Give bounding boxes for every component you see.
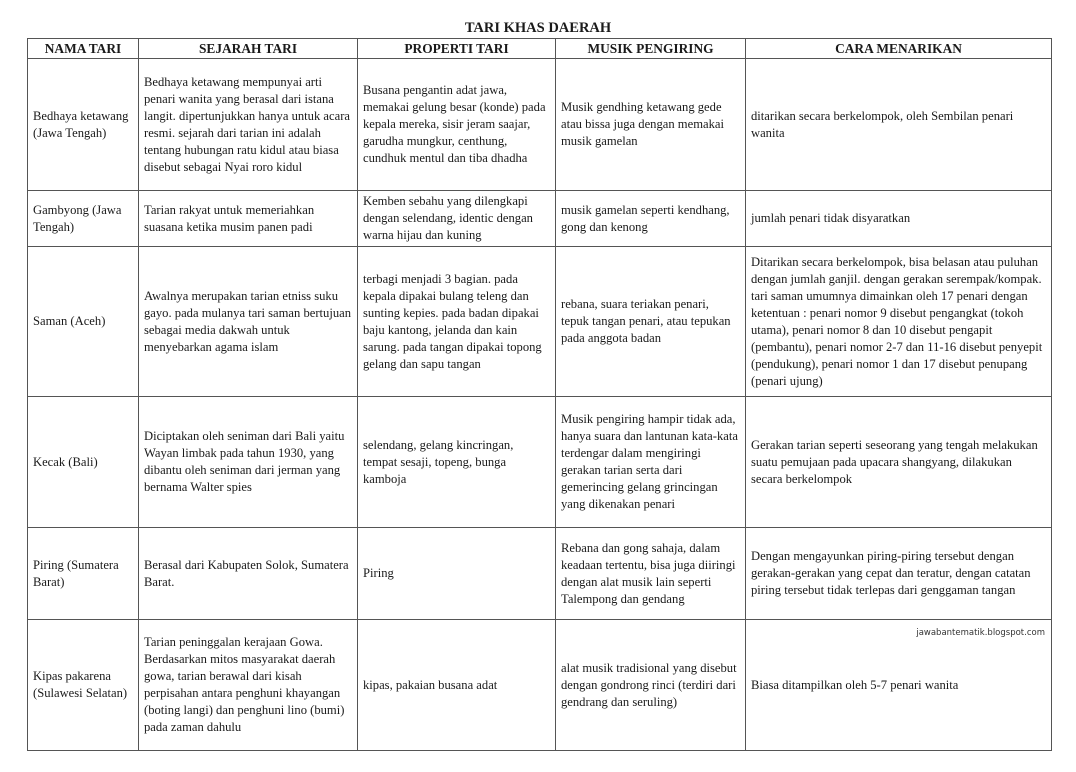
cell-nama-tari: Kecak (Bali) [28, 397, 139, 528]
header-musik-pengiring: MUSIK PENGIRING [556, 39, 746, 59]
cell-nama-tari: Saman (Aceh) [28, 247, 139, 397]
cell-nama-tari: Gambyong (Jawa Tengah) [28, 191, 139, 247]
cell-cara-menarikan [746, 620, 1052, 751]
cell-musik-pengiring: Rebana dan gong sahaja, dalam keadaan tertentu, bisa juga diiringi dengan alat musik lain seperti Talempong dan gendang [556, 528, 746, 620]
table-row [28, 620, 1052, 751]
cell-nama-tari: Bedhaya ketawang (Jawa Tengah) [28, 59, 139, 191]
cell-cara-menarikan: jumlah penari tidak disyaratkan [746, 191, 1052, 247]
cell-sejarah-tari: Berasal dari Kabupaten Solok, Sumatera Barat. [139, 528, 358, 620]
header-nama-tari: NAMA TARI [28, 39, 139, 59]
table-row [28, 191, 1052, 247]
cell-properti-tari: selendang, gelang kincringan, tempat sesaji, topeng, bunga kamboja [358, 397, 556, 528]
cell-sejarah-tari: Awalnya merupakan tarian etniss suku gayo. pada mulanya tari saman bertujuan sebagai media dakwah untuk menyebarkan agama islam [139, 247, 358, 397]
cell-properti-tari: terbagi menjadi 3 bagian. pada kepala dipakai bulang teleng dan sunting kepies. pada badan dipakai baju kantong, jelanda dan kain sarung. pada tangan dipakai topong gelang dan sapu tangan [358, 247, 556, 397]
table-row [28, 528, 1052, 620]
cell-sejarah-tari: Diciptakan oleh seniman dari Bali yaitu Wayan limbak pada tahun 1930, yang dibantu oleh seniman dari jerman yang bernama Walter spies [139, 397, 358, 528]
cell-musik-pengiring: musik gamelan seperti kendhang, gong dan kenong [556, 191, 746, 247]
dance-table [27, 38, 1052, 751]
cell-musik-pengiring: Musik pengiring hampir tidak ada, hanya suara dan lantunan kata-kata terdengar dalam mengiringi gerakan tarian serta dari gemerincing gelang grincingan yang dikenakan penari [556, 397, 746, 528]
cell-cara-menarikan: ditarikan secara berkelompok, oleh Sembilan penari wanita [746, 59, 1052, 191]
page-title: TARI KHAS DAERAH [464, 20, 612, 36]
header-row [28, 39, 1052, 59]
header-cara-menarikan: CARA MENARIKAN [746, 39, 1052, 59]
cell-properti-tari: Kemben sebahu yang dilengkapi dengan selendang, identic dengan warna hijau dan kuning [358, 191, 556, 247]
watermark: jawabantematik.blogspot.com [916, 628, 1045, 638]
table-row [28, 397, 1052, 528]
cell-cara-menarikan: Dengan mengayunkan piring-piring tersebut dengan gerakan-gerakan yang cepat dan teratur, dengan catatan piring tersebut tidak terlepas dari genggaman tangan [746, 528, 1052, 620]
cell-nama-tari: Kipas pakarena (Sulawesi Selatan) [28, 620, 139, 751]
table-row [28, 247, 1052, 397]
cell-musik-pengiring: rebana, suara teriakan penari, tepuk tangan penari, atau tepukan pada anggota badan [556, 247, 746, 397]
header-sejarah-tari: SEJARAH TARI [139, 39, 358, 59]
cell-musik-pengiring: Musik gendhing ketawang gede atau bissa juga dengan memakai musik gamelan [556, 59, 746, 191]
cell-sejarah-tari: Tarian peninggalan kerajaan Gowa. Berdasarkan mitos masyarakat daerah gowa, tarian berawal dari kisah perpisahan antara penghuni khayangan (boting langi) dan penghuni lino (bumi) pada zaman dahulu [139, 620, 358, 751]
cell-properti-tari: kipas, pakaian busana adat [358, 620, 556, 751]
cell-sejarah-tari: Tarian rakyat untuk memeriahkan suasana ketika musim panen padi [139, 191, 358, 247]
cell-cara-menarikan-text: Biasa ditampilkan oleh 5-7 penari wanita [751, 677, 959, 692]
cell-cara-menarikan: Gerakan tarian seperti seseorang yang tengah melakukan suatu pemujaan pada upacara shangyang, dilakukan secara berkelompok [746, 397, 1052, 528]
header-properti-tari: PROPERTI TARI [358, 39, 556, 59]
cell-sejarah-tari: Bedhaya ketawang mempunyai arti penari wanita yang berasal dari istana langit. dipertunjukkan hanya untuk acara resmi. sejarah dari tarian ini adalah tentang hubungan ratu kidul atau biasa disebut sebagai Nyai roro kidul [139, 59, 358, 191]
table-row [28, 59, 1052, 191]
cell-properti-tari: Busana pengantin adat jawa, memakai gelung besar (konde) pada kepala mereka, sisir jeram saajar, garudha mungkur, centhung, cundhuk mentul dan tiba dhadha [358, 59, 556, 191]
cell-cara-menarikan: Ditarikan secara berkelompok, bisa belasan atau puluhan dengan jumlah ganjil. dengan gerakan serempak/kompak. tari saman umumnya dimainkan oleh 17 penari dengan ketentuan : penari nomor 9 disebut pengangkat (tokoh utama), penari nomor 8 dan 10 disebut pengapit (pembantu), penari nomor 2-7 dan 11-16 disebut penyepit (pendukung), penari nomor 1 dan 17 disebut penupang (penari ujung) [746, 247, 1052, 397]
cell-nama-tari: Piring (Sumatera Barat) [28, 528, 139, 620]
cell-properti-tari: Piring [358, 528, 556, 620]
cell-musik-pengiring: alat musik tradisional yang disebut dengan gondrong rinci (terdiri dari gendrang dan seruling) [556, 620, 746, 751]
